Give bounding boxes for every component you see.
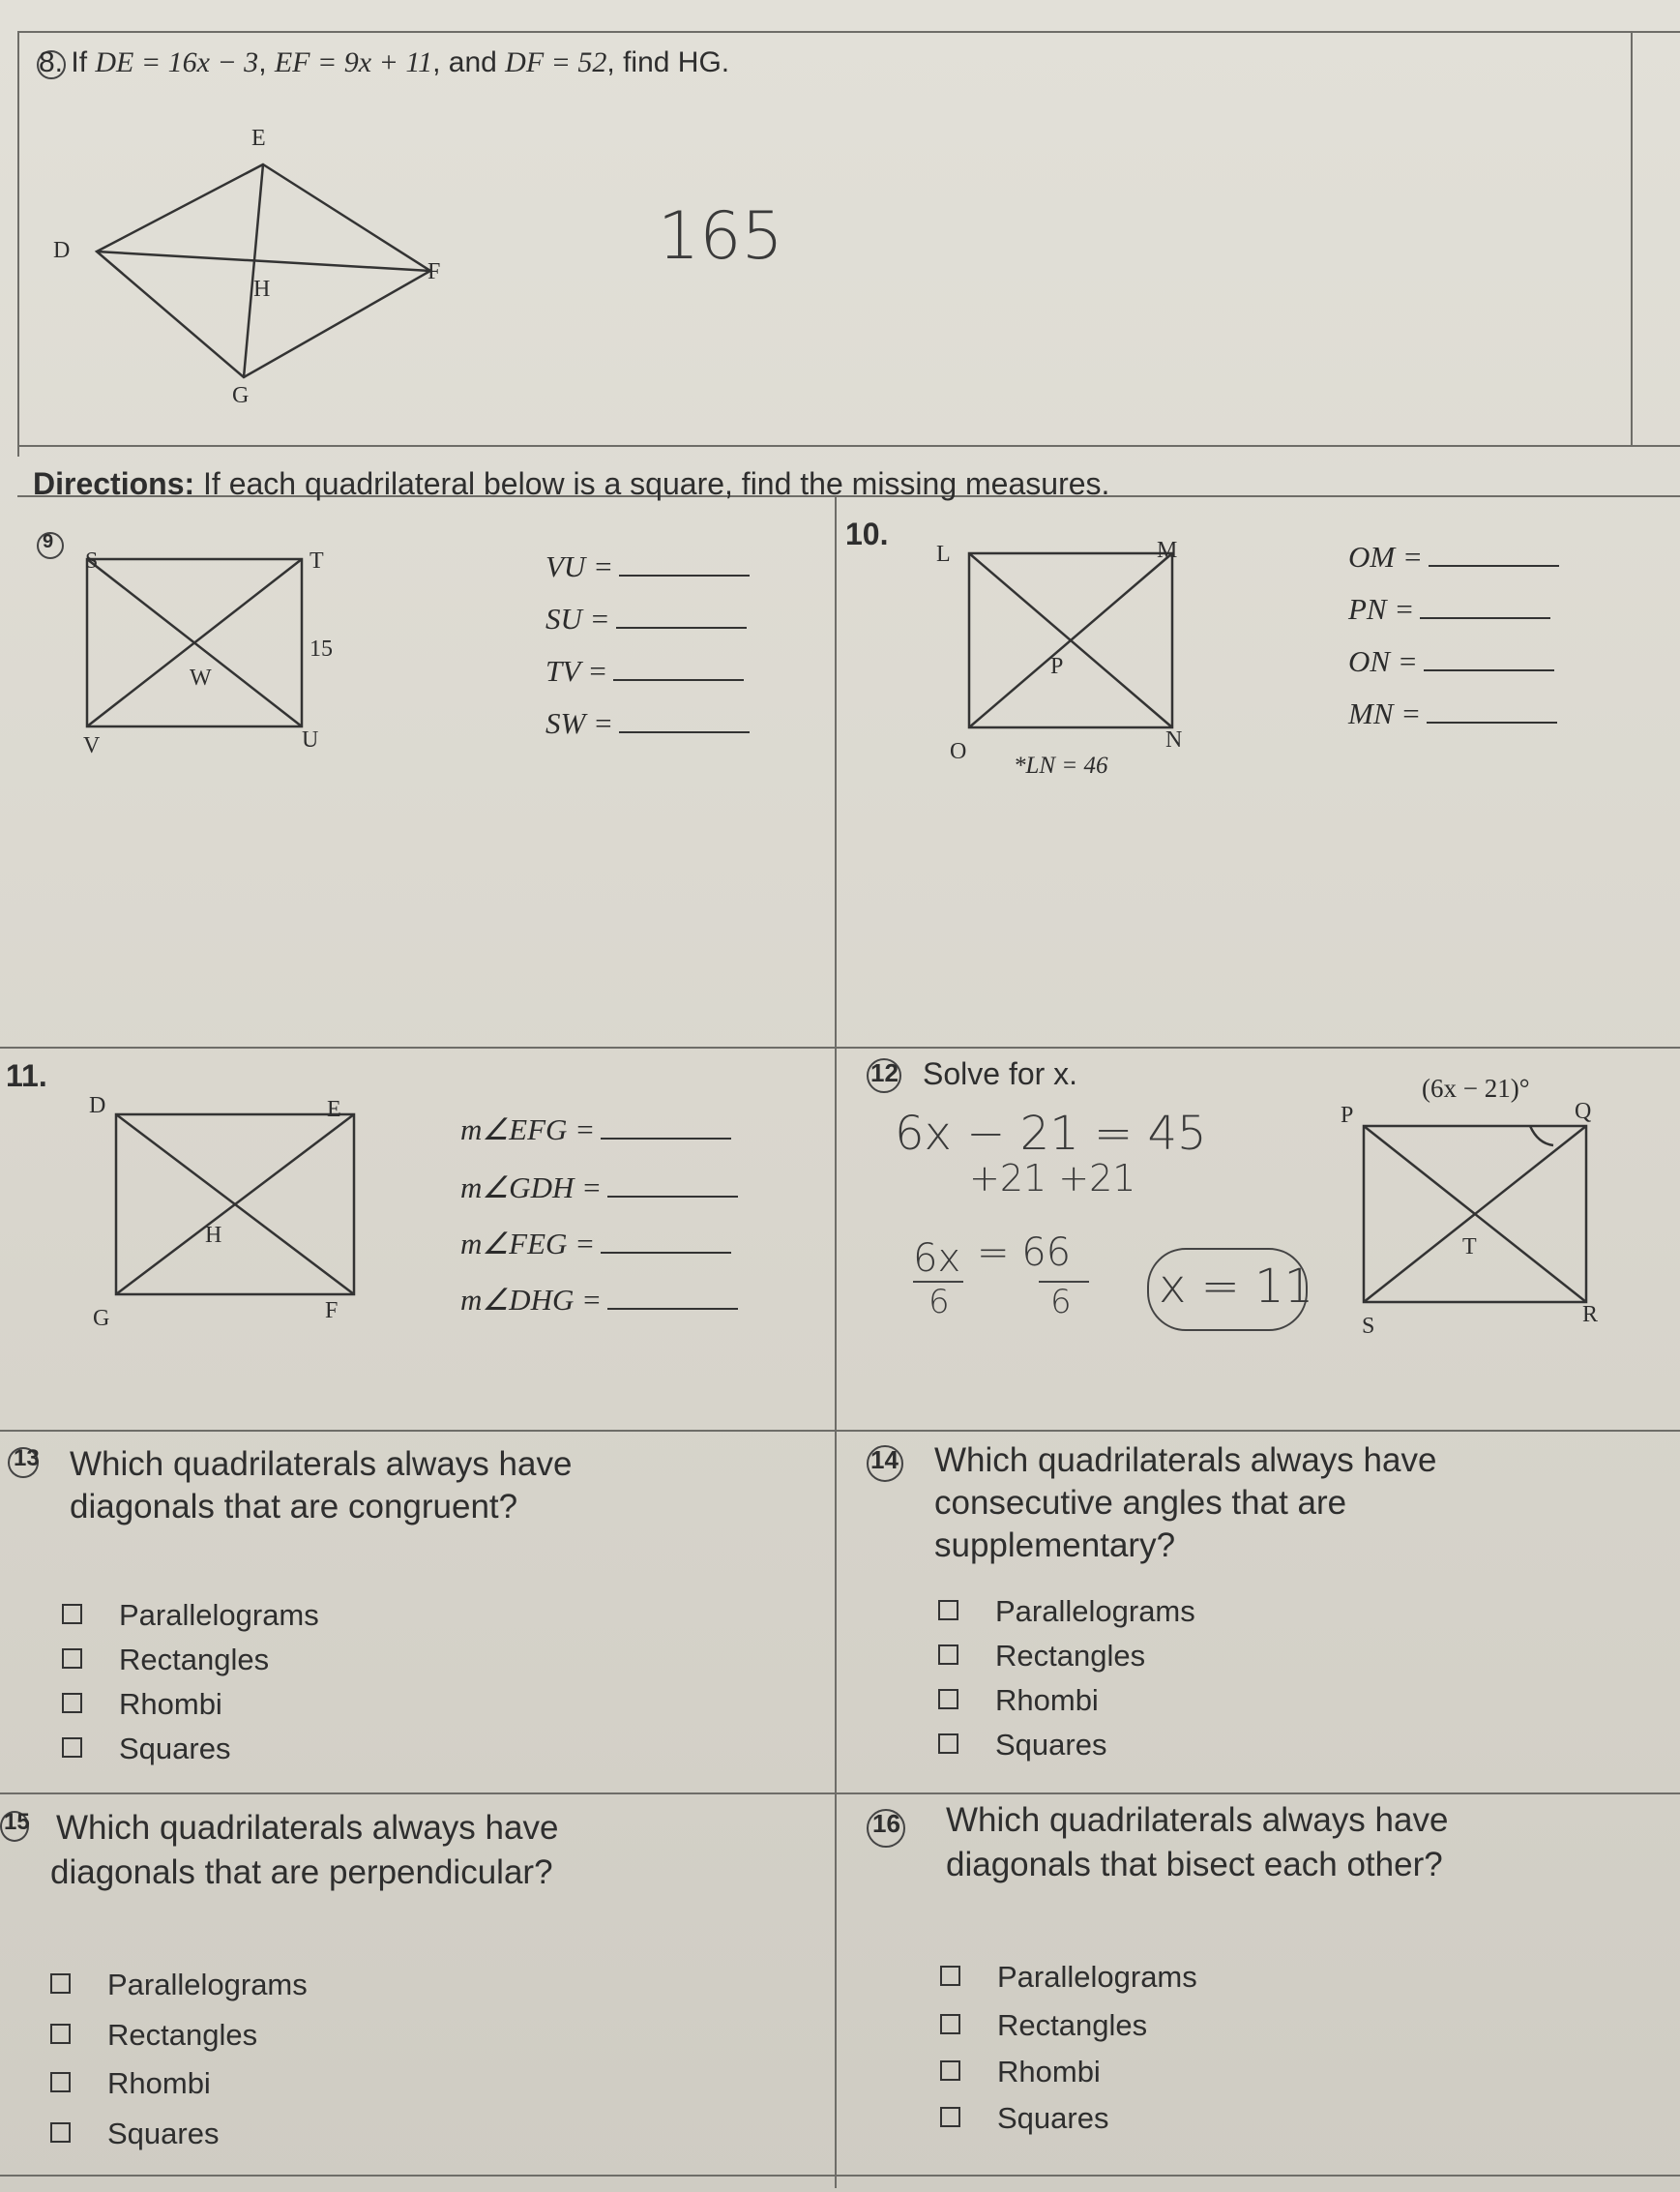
- label-H: H: [253, 277, 271, 302]
- q8-and: , and: [432, 46, 497, 78]
- checkbox[interactable]: [938, 1644, 958, 1665]
- label-G: G: [93, 1306, 110, 1331]
- q13-text-line2: diagonals that are congruent?: [70, 1488, 518, 1526]
- checkbox[interactable]: [62, 1693, 82, 1713]
- q15-option-squares[interactable]: Squares: [50, 2117, 219, 2151]
- q12-work-6x: 6x: [913, 1236, 961, 1281]
- q14-text-line3: supplementary?: [934, 1526, 1176, 1564]
- q13-option-rhombi[interactable]: Rhombi: [62, 1687, 222, 1722]
- q10-given: *LN = 46: [1014, 753, 1108, 779]
- label-F: F: [427, 259, 441, 284]
- q11-prompt-feg: m∠FEG =: [460, 1227, 731, 1261]
- q8-number: 8.: [39, 46, 64, 78]
- q8-ef: EF = 9x + 11: [274, 46, 433, 78]
- directions-label: Directions:: [33, 466, 195, 501]
- label-T: T: [309, 548, 324, 574]
- q14-option-parallelograms[interactable]: Parallelograms: [938, 1594, 1195, 1629]
- checkbox[interactable]: [938, 1600, 958, 1620]
- q15-text-line1: Which quadrilaterals always have: [56, 1809, 559, 1847]
- q11-prompt-gdh: m∠GDH =: [460, 1170, 738, 1205]
- label-W: W: [190, 666, 212, 691]
- label-E: E: [251, 126, 266, 151]
- label-E: E: [327, 1097, 341, 1122]
- q9-prompt-vu: VU =: [545, 549, 750, 584]
- q9-number: 9: [43, 531, 54, 552]
- q12-title: Solve for x.: [923, 1056, 1078, 1091]
- checkbox[interactable]: [50, 2024, 71, 2044]
- q14-option-rhombi[interactable]: Rhombi: [938, 1683, 1099, 1718]
- q8-df: DF = 52: [505, 46, 607, 78]
- q12-work-line1: 6x − 21 = 45: [895, 1107, 1207, 1161]
- q16-number: 16: [872, 1809, 900, 1838]
- label-S: S: [85, 548, 99, 574]
- q8-header: 8. If DE = 16x − 3, EF = 9x + 11, and DF = 52, find HG.: [39, 46, 730, 78]
- q15-option-rectangles[interactable]: Rectangles: [50, 2018, 257, 2053]
- label-F: F: [325, 1298, 339, 1323]
- q12-number: 12: [870, 1058, 899, 1087]
- divider-q15: [0, 1792, 1680, 1794]
- q12-work-line1b: +21 +21: [969, 1157, 1136, 1200]
- label-N: N: [1165, 727, 1183, 753]
- checkbox[interactable]: [938, 1733, 958, 1754]
- checkbox[interactable]: [50, 2072, 71, 2092]
- label-D: D: [53, 238, 71, 263]
- label-M: M: [1157, 538, 1178, 563]
- q14-text-line2: consecutive angles that are: [934, 1484, 1347, 1522]
- label-H: H: [205, 1223, 222, 1248]
- q15-option-rhombi[interactable]: Rhombi: [50, 2066, 211, 2101]
- label-S: S: [1362, 1314, 1375, 1339]
- q15-option-parallelograms[interactable]: Parallelograms: [50, 1968, 308, 2002]
- q13-option-parallelograms[interactable]: Parallelograms: [62, 1598, 319, 1633]
- q14-option-squares[interactable]: Squares: [938, 1728, 1106, 1762]
- checkbox[interactable]: [62, 1648, 82, 1669]
- q11-number: 11.: [6, 1058, 47, 1093]
- q8-suffix: , find HG.: [606, 46, 730, 78]
- q13-option-squares[interactable]: Squares: [62, 1732, 230, 1766]
- label-15: 15: [309, 637, 333, 662]
- q12-work-denom2: 6: [1050, 1283, 1072, 1321]
- label-Q: Q: [1575, 1099, 1592, 1124]
- q14-number: 14: [870, 1445, 899, 1474]
- q15-text-line2: diagonals that are perpendicular?: [50, 1853, 553, 1891]
- q12-answer: x = 11: [1159, 1259, 1314, 1314]
- label-P: P: [1341, 1103, 1354, 1128]
- checkbox[interactable]: [938, 1689, 958, 1709]
- q11-prompt-dhg: m∠DHG =: [460, 1283, 738, 1318]
- q13-option-rectangles[interactable]: Rectangles: [62, 1643, 269, 1677]
- q10-prompt-pn: PN =: [1348, 592, 1550, 627]
- q9-prompt-sw: SW =: [545, 706, 750, 741]
- q12-angle-label: (6x − 21)°: [1422, 1074, 1530, 1103]
- label-P: P: [1050, 654, 1064, 679]
- q11-prompt-efg: m∠EFG =: [460, 1112, 731, 1147]
- label-U: U: [302, 727, 319, 753]
- q9-prompt-su: SU =: [545, 602, 747, 637]
- q13-number: 13: [14, 1445, 40, 1471]
- q9-prompt-tv: TV =: [545, 654, 744, 689]
- q14-text-line1: Which quadrilaterals always have: [934, 1441, 1437, 1479]
- q8-handwritten-answer: 165: [658, 198, 783, 275]
- q10-prompt-mn: MN =: [1348, 696, 1557, 731]
- label-T: T: [1462, 1234, 1477, 1259]
- checkbox[interactable]: [62, 1604, 82, 1624]
- checkbox[interactable]: [940, 2014, 960, 2034]
- q8-de: DE = 16x − 3: [95, 46, 259, 78]
- divider-q13: [0, 1430, 1680, 1432]
- checkbox[interactable]: [940, 2107, 960, 2127]
- checkbox[interactable]: [50, 1973, 71, 1994]
- q12-work-denom1: 6: [928, 1283, 950, 1321]
- q10-prompt-om: OM =: [1348, 540, 1559, 575]
- q16-option-parallelograms[interactable]: Parallelograms: [940, 1960, 1197, 1995]
- checkbox[interactable]: [940, 2060, 960, 2081]
- q8-prefix: If: [71, 46, 88, 78]
- label-R: R: [1582, 1302, 1599, 1327]
- q13-text-line1: Which quadrilaterals always have: [70, 1445, 573, 1483]
- q16-text-line1: Which quadrilaterals always have: [946, 1801, 1449, 1839]
- label-L: L: [936, 542, 951, 567]
- directions-text: If each quadrilateral below is a square, find the missing measures.: [203, 466, 1110, 501]
- label-G: G: [232, 383, 250, 408]
- q10-prompt-on: ON =: [1348, 644, 1554, 679]
- checkbox[interactable]: [940, 1966, 960, 1986]
- q16-option-squares[interactable]: Squares: [940, 2101, 1108, 2136]
- label-V: V: [83, 733, 101, 758]
- q16-option-rectangles[interactable]: Rectangles: [940, 2008, 1147, 2043]
- q16-option-rhombi[interactable]: Rhombi: [940, 2055, 1101, 2089]
- label-D: D: [89, 1093, 106, 1118]
- q10-number: 10.: [845, 517, 889, 551]
- divider-bottom: [0, 2175, 1680, 2177]
- q12-work-66: = 66: [977, 1230, 1072, 1275]
- checkbox[interactable]: [50, 2122, 71, 2143]
- q16-text-line2: diagonals that bisect each other?: [946, 1846, 1443, 1883]
- label-O: O: [950, 739, 967, 764]
- q14-option-rectangles[interactable]: Rectangles: [938, 1639, 1145, 1674]
- checkbox[interactable]: [62, 1737, 82, 1758]
- q15-number: 15: [4, 1809, 30, 1835]
